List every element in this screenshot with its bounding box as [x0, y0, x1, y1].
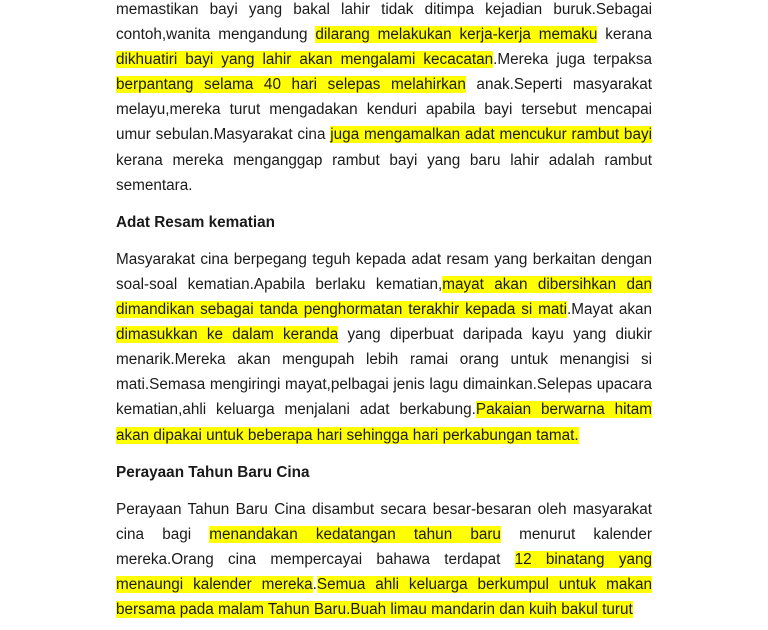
highlighted-text: juga mengamalkan adat mencukur rambut bayi: [330, 126, 652, 144]
text-run: Masyarakat cina berpegang teguh kepada adat resam yang berkaitan dengan soal-soal kematian.Apabila berlaku kematian,: [116, 250, 652, 293]
text-run: .Mereka juga terpaksa: [493, 51, 652, 69]
highlighted-text: Pakaian berwarna hitam akan dipakai untuk beberapa hari sehingga hari perkabungan tamat.: [116, 401, 652, 444]
section3-paragraph: [116, 497, 652, 622]
text-run: yang diperbuat daripada kayu yang diukir menarik.Mereka akan mengupah lebih ramai orang untuk menangisi si mati.Semasa mengiringi mayat,pelbagai jenis lagu dimainkan.Selepas upacara kematian,ahli keluarga menjalani adat berkabung.: [116, 326, 652, 419]
highlighted-text: dikhuatiri bayi yang lahir akan mengalami kecacatan: [116, 51, 494, 69]
highlighted-text: mayat akan dibersihkan dan dimandikan sebagai tanda penghormatan terakhir kepada si mati: [116, 275, 652, 319]
highlighted-text: menandakan kedatangan tahun baru: [209, 525, 501, 543]
text-run: anak.Seperti masyarakat melayu,mereka turut mengadakan kenduri apabila bayi tersebut mencapai umur sebulan.Masyarakat cina: [116, 76, 652, 144]
document-page: [116, 0, 652, 622]
text-run: .Mayat akan: [567, 301, 653, 319]
heading-perayaan-tahun-baru-cina: Perayaan Tahun Baru Cina: [116, 463, 310, 481]
highlighted-text: Semua ahli keluarga berkumpul untuk makan bersama pada malam Tahun Baru.Buah limau mandarin dan kuih bakul turut: [116, 575, 652, 619]
text-run: memastikan bayi yang bakal lahir tidak ditimpa kejadian buruk.Sebagai contoh,wanita mengandung: [116, 1, 652, 44]
heading-adat-resam-kematian: Adat Resam kematian: [116, 213, 275, 231]
text-run: menurut kalender mereka.Orang cina mempercayai bahawa terdapat: [116, 525, 653, 568]
section1-paragraph: [116, 0, 652, 198]
highlighted-text: dilarang melakukan kerja-kerja memaku: [315, 26, 598, 44]
highlighted-text: 12 binatang yang menaungi kalender mereka: [116, 550, 652, 593]
text-run: kerana: [597, 26, 652, 44]
text-run: .: [312, 575, 317, 593]
highlighted-text: berpantang selama 40 hari selepas melahirkan: [116, 76, 466, 94]
text-run: kerana mereka menganggap rambut bayi yang baru lahir adalah rambut sementara.: [116, 151, 652, 194]
text-run: Perayaan Tahun Baru Cina disambut secara besar-besaran oleh masyarakat cina bagi: [116, 500, 652, 543]
highlighted-text: dimasukkan ke dalam keranda: [116, 326, 339, 344]
section2-paragraph: [116, 247, 652, 448]
